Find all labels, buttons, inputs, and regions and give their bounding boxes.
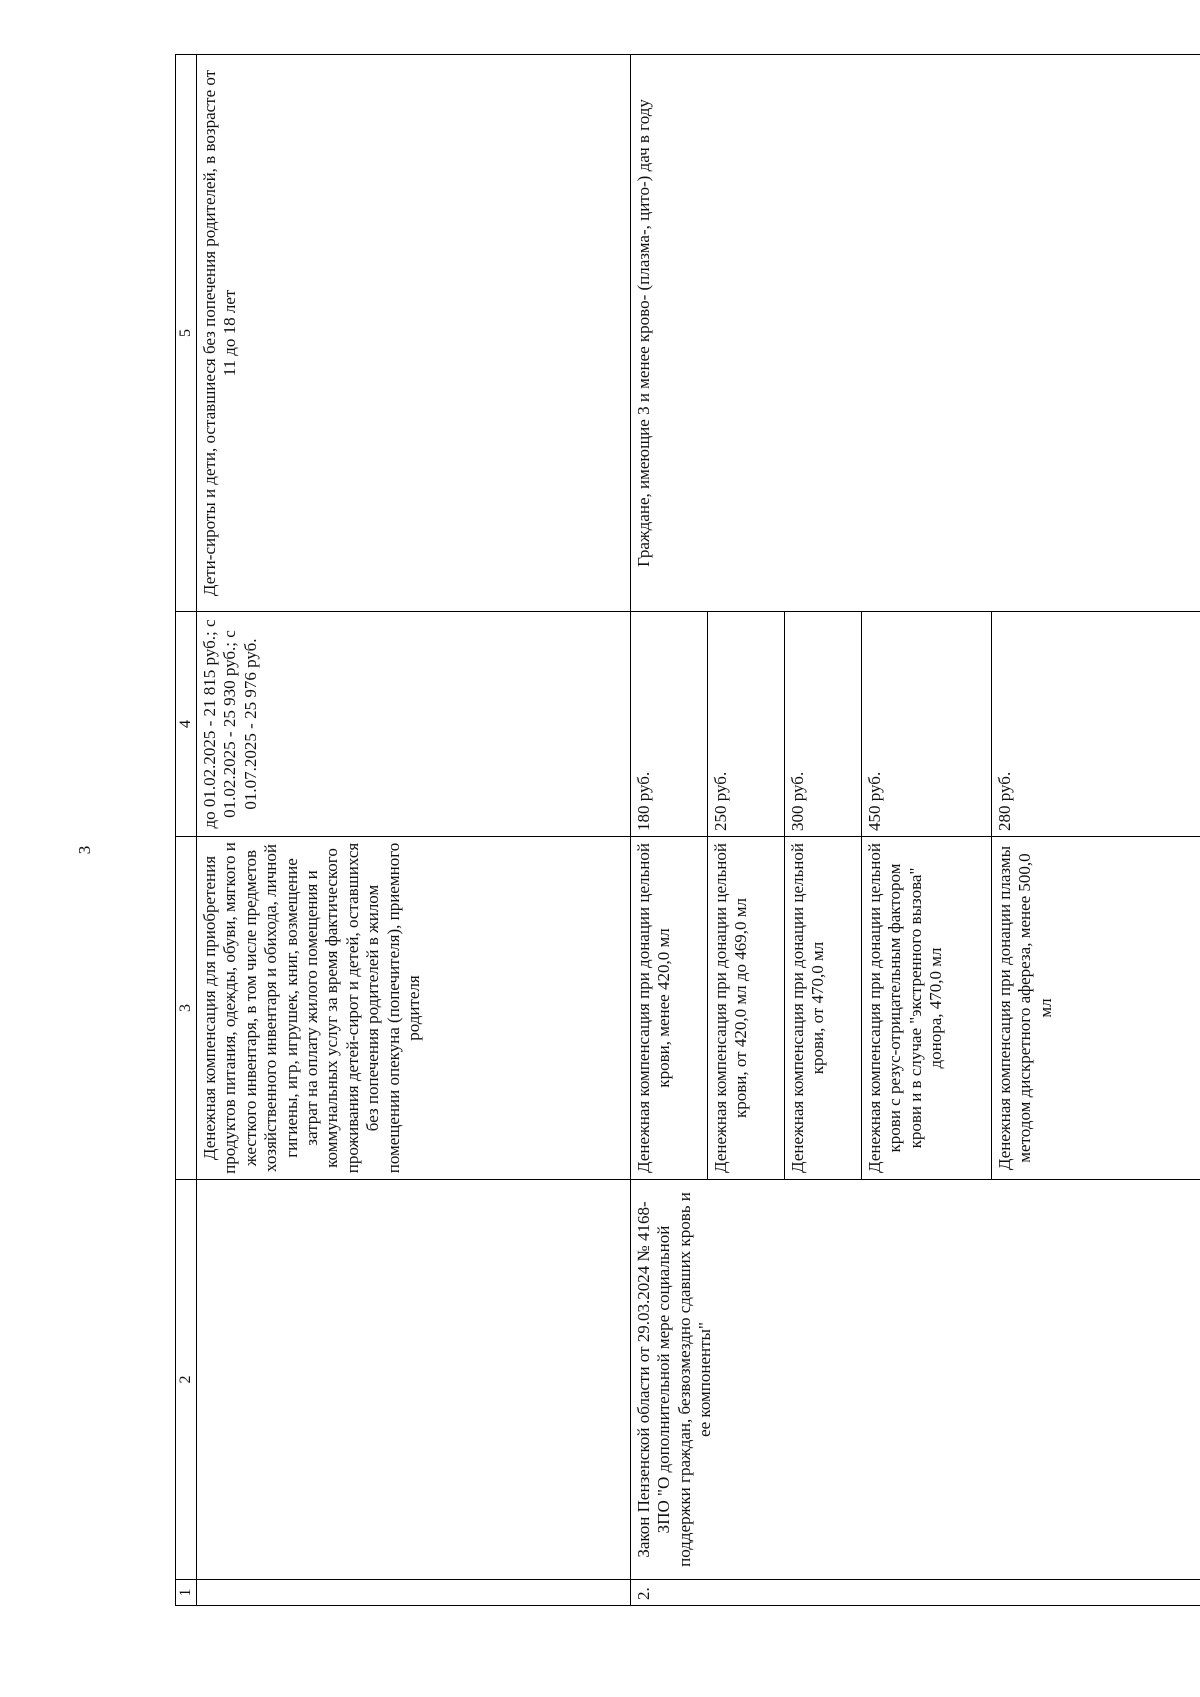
rotated-table-wrapper [175,55,1200,1606]
law-cell: Закон Пензенской области от 29.03.2024 № 4168-ЗПО "О дополнительной мере социальной поддержки граждан, безвозмездно сдавших кровь и ее компоненты" [631,1180,1200,1580]
measure-cell: Денежная компенсация при донации цельной крови с резус-отрицательным фактором крови и в случае "экстренного вызова" донора, 470,0 мл [862,837,992,1180]
header-cell-3: 3 [176,837,197,1180]
header-cell-4: 4 [176,612,197,837]
measure-cell: Денежная компенсация при донации плазмы методом дискретного афереза, менее 500,0 мл [992,837,1200,1180]
amount-cell: 280 руб. [992,612,1200,837]
page-number: 3 [75,845,94,855]
amount-cell: 300 руб. [785,612,862,837]
measure-cell: Денежная компенсация для приобретения продуктов питания, одежды, обуви, мягкого и жесткого инвентаря, в том числе предметов хозяйственного инвентаря и обихода, личной гигиены, игр, игрушек, книг, возмещение затрат на оплату жилого помещения и коммунальных услуг за время фактического проживания детей-сирот и детей, оставшихся без попечения родителей в жилом помещении опекуна (попечителя), приемного родителя [197,837,631,1180]
row-number: 2. [631,1580,1200,1606]
measure-cell: Денежная компенсация при донации цельной крови, менее 420,0 мл [631,837,708,1180]
recipients-cell: Дети-сироты и дети, оставшиеся без попечения родителей, в возрасте от 11 до 18 лет [197,55,631,612]
header-cell-1: 1 [176,1580,197,1606]
benefits-table [175,54,1200,1606]
header-cell-5: 5 [176,55,197,612]
amount-cell: 450 руб. [862,612,992,837]
measure-cell: Денежная компенсация при донации цельной крови, от 470,0 мл [785,837,862,1180]
recipients-cell: Граждане, имеющие 3 и менее крово- (плазма-, цито-) дач в году [631,55,1200,612]
amount-cell: 250 руб. [708,612,785,837]
amount-cell: 180 руб. [631,612,708,837]
header-cell-2: 2 [176,1180,197,1580]
table-row [197,55,631,1606]
amount-cell: до 01.02.2025 - 21 815 руб.; с 01.02.2025 - 25 930 руб.; с 01.07.2025 - 25 976 руб. [197,612,631,837]
law-cell [197,1180,631,1580]
measure-cell: Денежная компенсация при донации цельной крови, от 420,0 мл до 469,0 мл [708,837,785,1180]
table-row [631,55,708,1606]
row-number [197,1580,631,1606]
header-row [176,55,197,1606]
